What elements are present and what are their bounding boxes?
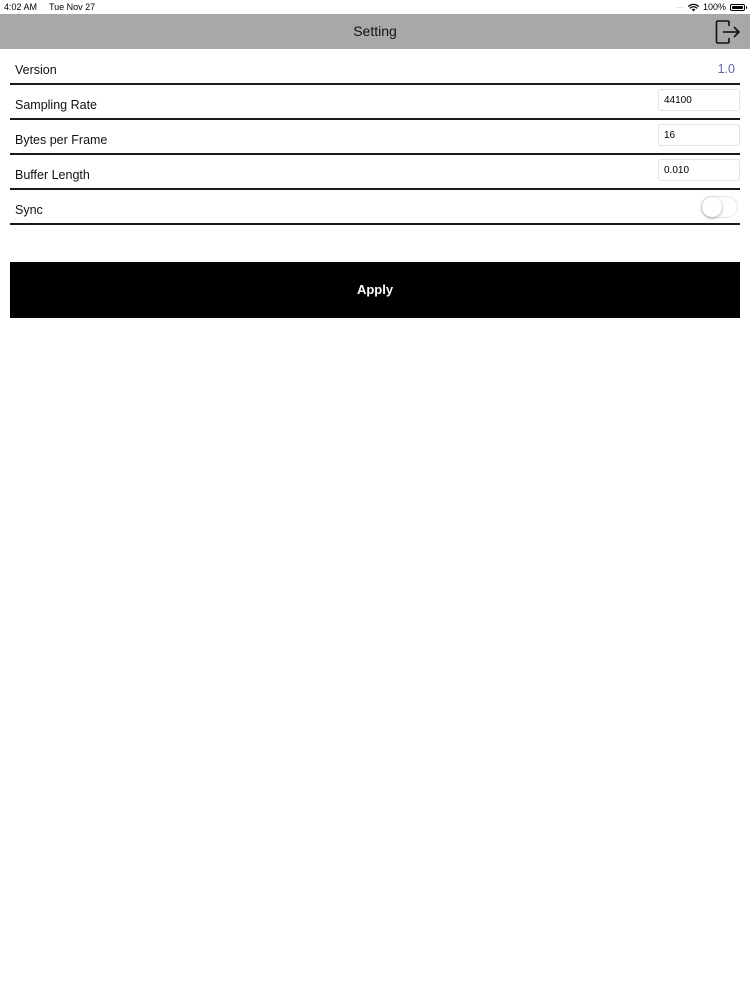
setting-row-bytes-per-frame <box>10 120 740 155</box>
status-time: 4:02 AM <box>4 2 38 12</box>
sync-toggle[interactable] <box>701 196 738 218</box>
version-value: 1.0 <box>717 62 735 76</box>
signal-icon: .... <box>676 3 684 10</box>
buffer-length-input[interactable] <box>658 159 740 181</box>
sampling-rate-input[interactable] <box>658 89 740 111</box>
setting-row-sync <box>10 190 740 225</box>
status-indicators <box>676 0 745 14</box>
battery-fill <box>732 6 743 9</box>
logout-button[interactable] <box>714 18 742 46</box>
bytes-per-frame-input[interactable] <box>658 124 740 146</box>
settings-list <box>10 54 740 225</box>
navigation-bar <box>0 14 750 49</box>
wifi-icon <box>688 3 699 12</box>
setting-row-version <box>10 54 740 85</box>
setting-row-sampling-rate <box>10 85 740 120</box>
sampling-rate-label: Sampling Rate <box>15 98 97 112</box>
sync-toggle-knob <box>702 197 722 217</box>
bytes-per-frame-label: Bytes per Frame <box>15 133 108 147</box>
setting-row-buffer-length <box>10 155 740 190</box>
status-bar <box>0 0 750 14</box>
battery-percent: 100% <box>702 2 726 12</box>
logout-icon <box>714 18 742 46</box>
sync-label: Sync <box>15 203 43 217</box>
status-date: Tue Nov 27 <box>49 2 96 12</box>
apply-button[interactable]: Apply <box>10 262 740 318</box>
buffer-length-label: Buffer Length <box>15 168 90 182</box>
page-title: Setting <box>353 23 397 39</box>
battery-icon <box>730 4 745 11</box>
version-label: Version <box>15 63 57 77</box>
